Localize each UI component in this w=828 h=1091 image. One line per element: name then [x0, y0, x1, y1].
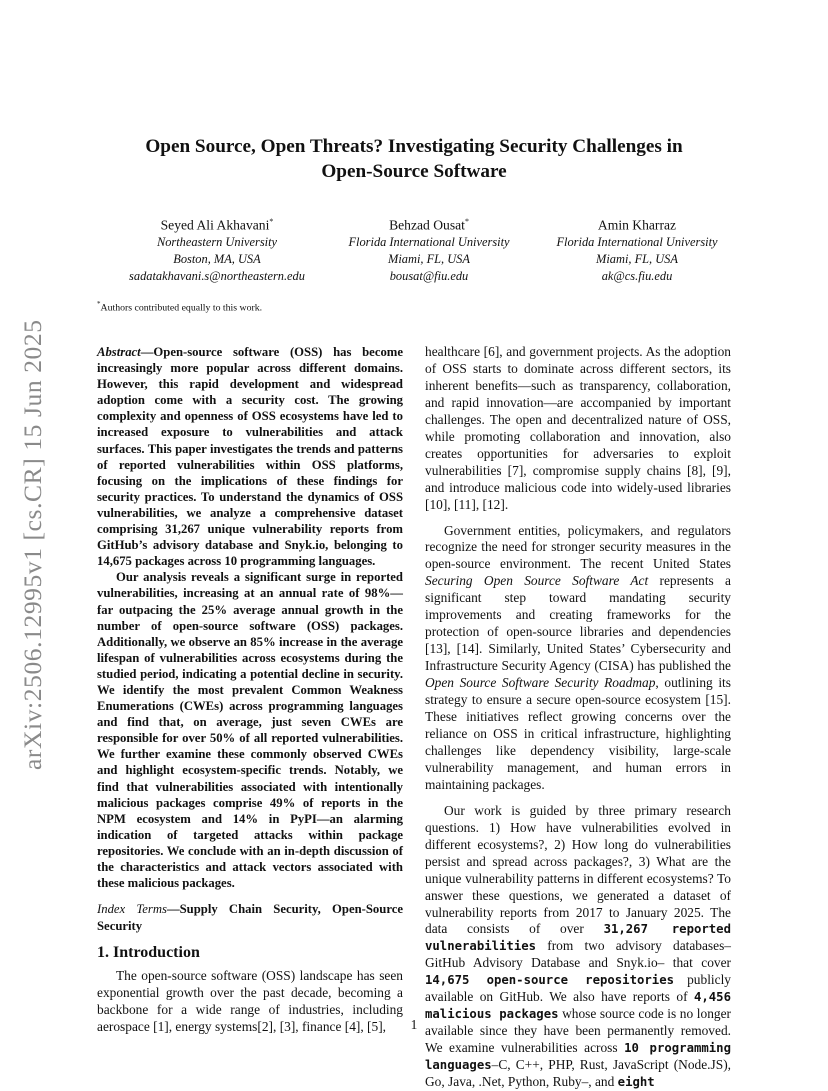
abstract-paragraph-2: Our analysis reveals a significant surge in reported vulnerabilities, increasing at an annual rate of 98%—far outpacing the 25% average annual growth in the number of open-source software (OSS) packages. Additionally, we observe an 85% increase in the average lifespan of vulnerabilities across ecosystems during the studied period, indicating a potential decline in security. We identify the most prevalent Common Weakness Enumerations (CWEs) across programming languages and find that, on average, just seven CWEs are responsible for over 50% of all reported vulnerabilities. We further examine these commonly observed CWEs and highlight ecosystem-specific trends. Notably, we find that vulnerabilities associated with intentionally malicious packages comprise 49% of reports in the NPM ecosystem and 14% in PyPI—an alarming indication of targeted attacks within package repositories. We conclude with an in-depth discussion of the characteristics and attack vectors associated with these malicious packages.: [97, 570, 403, 891]
roadmap-title: Open Source Software Security Roadmap: [425, 675, 656, 691]
emphasis-vulnerability-count: 31,267 reported vulnerabilities: [425, 922, 731, 954]
author-location: Miami, FL, USA: [388, 251, 470, 266]
author-block-3: [512, 213, 762, 285]
abstract-text-1: —Open-source software (OSS) has become increasingly more popular across different domains. However, this rapid development and widespread adoption come with a security cost. The growing complexity and openness of OSS ecosystems have led to increased exposure to vulnerabilities and attack surfaces. This paper investigates the trends and patterns of reported vulnerabilities within OSS platforms, focusing on the implications of these findings for security practices. To understand the dynamics of OSS vulnerabilities, we analyze a comprehensive dataset comprising 31,267 unique vulnerability reports from GitHub’s advisory database and Snyk.io, belonging to 14,675 packages across 10 programming languages.: [97, 345, 403, 569]
right-column: [425, 344, 731, 1091]
title-line-2: Open-Source Software: [321, 161, 507, 182]
intro-paragraph-3: [425, 803, 731, 1091]
abstract-label: Abstract: [97, 345, 141, 359]
text-run: publicly available on GitHub. We also have reports of: [425, 972, 731, 1005]
author-location: Miami, FL, USA: [596, 251, 678, 266]
text-run: represents a significant step toward mandating security improvements and creating frameworks for the protection of open-source libraries and dependencies [13], [14]. Similarly, United States’ Cybersecurity and Infrastructure Security Agency (CISA) has published the: [425, 573, 731, 674]
author-affiliation: Florida International University: [556, 234, 718, 249]
emphasis-language-count: 10 programming languages: [425, 1041, 731, 1073]
author-affiliation: Florida International University: [348, 234, 510, 249]
index-terms-label: Index Terms: [97, 902, 167, 917]
emphasis-eight: eight: [617, 1075, 655, 1090]
author-mark: *: [269, 217, 274, 226]
index-terms-text: —Supply Chain Security, Open-Source Security: [97, 902, 403, 933]
intro-paragraph-1-cont: healthcare [6], and government projects. As the adoption of OSS starts to dominate across different sectors, its inherent benefits—such as transparency, collaboration, and rapid innovation—are accompanied by important challenges. The open and decentralized nature of OSS, while promoting collaboration and innovation, also creates opportunities for adversaries to exploit vulnerabilities [7], compromise supply chains [8], [9], and introduce malicious code into widely-used libraries [10], [11], [12].: [425, 344, 731, 512]
intro-paragraph-2: [425, 523, 731, 794]
section-heading-introduction: 1. Introduction: [97, 944, 200, 961]
arxiv-identifier: arXiv:2506.12995v1 [cs.CR] 15 Jun 2025: [18, 319, 47, 770]
title-line-1: Open Source, Open Threats? Investigating Security Challenges in: [145, 136, 683, 157]
abstract-paragraph-1: [97, 344, 403, 569]
author-name: Behzad Ousat: [389, 217, 465, 233]
text-run: from two advisory databases–GitHub Advisory Database and Snyk.io– that cover: [425, 938, 731, 971]
author-email[interactable]: bousat@fiu.edu: [389, 268, 469, 283]
left-column: [97, 344, 403, 1036]
footnote-text: Authors contributed equally to this work.: [100, 302, 263, 314]
emphasis-malicious-count: 4,456 malicious packages: [425, 990, 731, 1022]
author-name: Seyed Ali Akhavani: [160, 217, 270, 233]
paper-title: [110, 134, 718, 184]
footnote-mark: *: [97, 300, 101, 308]
author-affiliation: Northeastern University: [156, 234, 278, 249]
text-run: , outlining its strategy to ensure a secure open-source ecosystem [15]. These initiatives reflect growing concerns over the reliance on OSS in critical infrastructure, highlighting challenges like dependency visibility, large-scale vulnerability management, and human errors in maintaining packages.: [425, 675, 731, 792]
text-run: Government entities, policymakers, and regulators recognize the need for stronger security measures in the open-source environment. The recent United States: [425, 522, 731, 572]
text-run: Our work is guided by three primary research questions. 1) How have vulnerabilities evolved in different ecosystems?, 2) How long do vulnerabilities persist and spread across packages?, 3) What are the unique vulnerability patterns in different ecosystems? To answer these questions, we generated a dataset of vulnerability reports from 2017 to January 2025. The data consists of over: [425, 802, 731, 937]
author-email[interactable]: sadatakhavani.s@northeastern.edu: [129, 268, 305, 283]
text-run: –C, C++, PHP, Rust, JavaScript (Node.JS), Go, Java, .Net, Python, Ruby–, and: [425, 1057, 731, 1090]
act-title: Securing Open Source Software Act: [425, 573, 649, 589]
author-location: Boston, MA, USA: [173, 251, 261, 266]
author-name: Amin Kharraz: [597, 217, 677, 233]
equal-contribution-footnote: [97, 300, 262, 313]
intro-paragraph-1: The open-source software (OSS) landscape has seen exponential growth over the past decade, becoming a backbone for a wide range of industries, including aerospace [1], energy systems[2], [3], finance [4], [5],: [97, 967, 403, 1034]
author-mark: *: [464, 217, 469, 226]
page-number: 1: [410, 1017, 418, 1032]
author-email[interactable]: ak@cs.fiu.edu: [601, 268, 673, 283]
index-terms: [97, 901, 403, 934]
emphasis-repository-count: 14,675 open-source repositories: [425, 973, 675, 988]
text-run: whose source code is no longer available since they have been permanently removed. We examine vulnerabilities across: [425, 1006, 731, 1056]
